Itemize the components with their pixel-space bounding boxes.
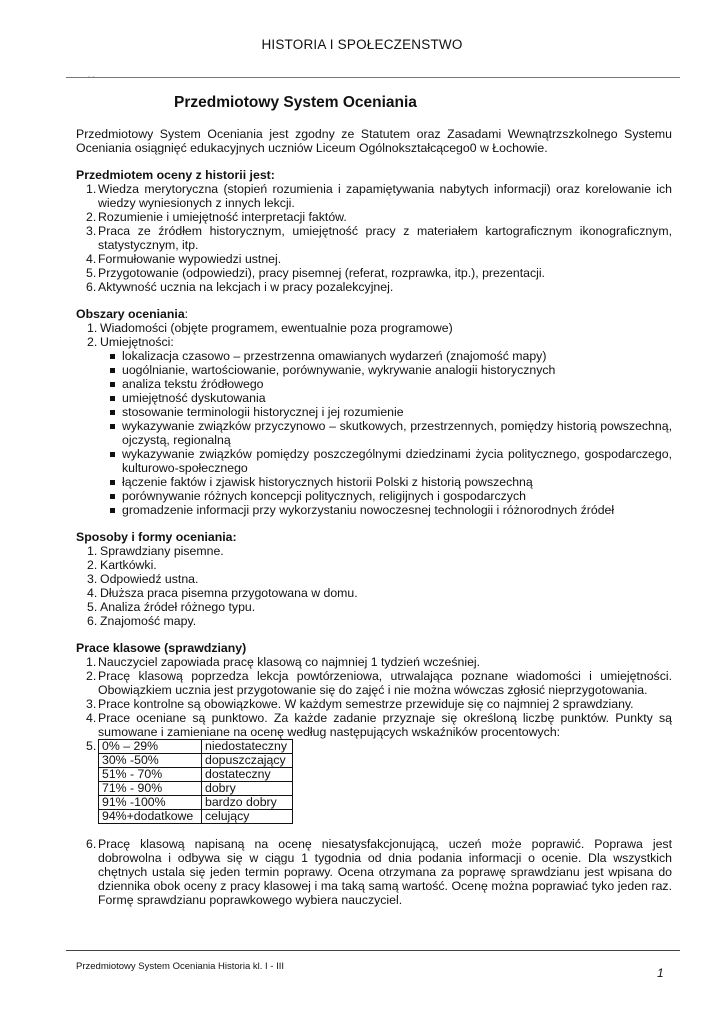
assessment-list: [76, 182, 672, 294]
list-item: 2. Rozumienie i umiejętność interpretacji faktów.: [86, 210, 347, 224]
list-item: 6. Pracę klasową napisaną na ocenę niesatysfakcjonującą, uczeń może poprawić. Poprawa jest dobrowolna i odbywa się w ciągu 1 tygodnia od dnia podania informacji o ocenie. Dla wszystkich chętnych ustala się jeden termin poprawy. Ocena otrzymana za poprawę sprawdzianu jest wpisana do dziennika obok oceny z pracy klasowej i ma taką samą wartość. Ocenę można poprawiać tyko jeden raz. Formę sprawdzianu poprawkowego wybiera nauczyciel.: [86, 837, 672, 907]
list-item: 3. Odpowiedź ustna.: [87, 572, 199, 586]
list-item: 2. Pracę klasową poprzedza lekcja powtórzeniowa, utrwalająca poznane wiadomości i umiejętności. Obowiązkiem ucznia jest przygotowanie się do zajęć i nie można wówczas zgłosić nieprzygotowania.: [86, 669, 672, 697]
skills-list: [76, 349, 672, 517]
list-item: 3. Praca ze źródłem historycznym, umiejętność pracy z materiałem kartograficznym ikonograficznym, statystycznym, itp.: [86, 224, 672, 252]
table-row: 91% -100% bardzo dobry: [99, 796, 293, 810]
list-item: 6. Aktywność ucznia na lekcjach i w pracy pozalekcyjnej.: [86, 280, 394, 294]
bullet-item: porównywanie różnych koncepcji politycznych, religijnych i gospodarczych: [76, 489, 672, 503]
footer-text: Przedmiotowy System Oceniania Historia kl. I - III: [76, 961, 285, 972]
table-row: 94%+dodatkowe celujący: [99, 810, 293, 824]
list-item: 1. Sprawdziany pisemne.: [87, 544, 224, 558]
methods-heading: Sposoby i formy oceniania:: [76, 530, 237, 544]
document-title: Przedmiotowy System Oceniania: [174, 94, 417, 111]
bullet-item: wykazywanie związków pomiędzy poszczególnymi dziedzinami życia politycznego, gospodarczego, kulturowo-społecznego: [76, 447, 672, 475]
areas-list: [76, 321, 672, 517]
bullet-item: lokalizacja czasowo – przestrzenna omawianych wydarzeń (znajomość mapy): [76, 349, 672, 363]
bullet-item: uogólnianie, wartościowanie, porównywanie, wykrywanie analogii historycznych: [76, 363, 672, 377]
footer-divider: [66, 950, 680, 951]
tests-list: 1. Nauczyciel zapowiada pracę klasową co najmniej 1 tydzień wcześniej. 2. Pracę klasową poprzedza lekcja powtórzeniowa, utrwalająca poznane wiadomości i umiejętności. Obowiązkiem ucznia jest przygotowanie się do zajęć i nie można wówczas zgłosić nieprzygotowania. 3. Prace kontrolne są obowiązkowe. W każdym semestrze przewiduje się co najmniej 2 sprawdziany. 4. Prace oceniane są punktowo. Za każde zadanie przyznaje się określoną liczbę punktów. Punkty są sumowane i zamieniane na ocenę według następujących wskaźników procentowych: 5.: [76, 655, 672, 739]
table-row: 71% - 90% dobry: [99, 782, 293, 796]
list-item: 5. Analiza źródeł różnego typu.: [87, 600, 256, 614]
running-header: HISTORIA I SPOŁECZENSTWO: [261, 37, 463, 52]
list-item: 2. Umiejętności: lokalizacja czasowo – przestrzenna omawianych wydarzeń (znajomość mapy) uogólnianie, wartościowanie, porównywanie, wykrywanie analogii historycznych analiza tekstu źródłowego umiejętność dyskutowania stosowanie terminologii historycznej i jej rozumienie wykazywanie związków przyczynowo – skutkowych, przestrzennych, pomiędzy historią powszechną, ojczystą, regionalną wykazywanie związków pomiędzy poszczególnymi dziedzinami życia politycznego, gospodarczego, kulturowo-społecznego łączenie faktów i zjawisk historycznych historii Polski z historią powszechną porównywanie różnych koncepcji politycznych, religijnych i gospodarczych gromadzenie informacji przy wykorzystaniu nowoczesnej technologii i różnorodnych źródeł: [76, 335, 672, 517]
intro-paragraph: Przedmiotowy System Oceniania jest zgodny ze Statutem oraz Zasadami Wewnątrzszkolnego Systemu Oceniania osiągnięć edukacyjnych uczniów Liceum Ogólnokształcącego0 w Łochowie.: [76, 127, 672, 155]
page-number: 1: [657, 966, 664, 980]
bullet-item: stosowanie terminologii historycznej i jej rozumienie: [76, 405, 672, 419]
bullet-item: gromadzenie informacji przy wykorzystaniu nowoczesnej technologii i różnorodnych źródeł: [76, 503, 672, 517]
grade-scale-table: [98, 739, 293, 824]
bullet-item: analiza tekstu źródłowego: [76, 377, 672, 391]
list-item: 4. Dłuższa praca pisemna przygotowana w domu.: [87, 586, 358, 600]
bullet-item: wykazywanie związków przyczynowo – skutkowych, przestrzennych, pomiędzy historią powszechną, ojczystą, regionalną: [76, 419, 672, 447]
list-item: 6. Znajomość mapy.: [87, 614, 197, 628]
list-item: 1. Nauczyciel zapowiada pracę klasową co najmniej 1 tydzień wcześniej.: [86, 655, 481, 669]
bullet-item: umiejętność dyskutowania: [76, 391, 672, 405]
list-item: 3. Prace kontrolne są obowiązkowe. W każdym semestrze przewiduje się co najmniej 2 sprawdziany.: [86, 697, 634, 711]
tests-list-continued: [76, 837, 672, 907]
tests-heading: Prace klasowe (sprawdziany): [76, 641, 247, 655]
list-item: 1. Wiedza merytoryczna (stopień rozumienia i zapamiętywania nabytych informacji) oraz korelowanie ich wiedzy wyniesionych z innych lekcji.: [86, 182, 672, 210]
table-row: 30% -50% dopuszczający: [99, 754, 293, 768]
table-row: 0% – 29% niedostateczny: [99, 740, 293, 754]
list-item: 2. Kartkówki.: [87, 558, 157, 572]
methods-list: [76, 544, 672, 628]
table-row: 51% - 70% dostateczny: [99, 768, 293, 782]
header-divider: [66, 77, 680, 78]
bullet-item: łączenie faktów i zjawisk historycznych historii Polski z historią powszechną: [76, 475, 672, 489]
list-item: 4. Prace oceniane są punktowo. Za każde zadanie przyznaje się określoną liczbę punktów. Punkty są sumowane i zamieniane na ocenę według następujących wskaźników procentowych:: [86, 711, 672, 739]
list-item: 5. Przygotowanie (odpowiedzi), pracy pisemnej (referat, rozprawka, itp.), prezentacji.: [86, 266, 545, 280]
header-mark: [88, 71, 95, 85]
list-item: 1. Wiadomości (objęte programem, ewentualnie poza programowe): [87, 321, 453, 335]
list-item: 4. Formułowanie wypowiedzi ustnej.: [86, 252, 282, 266]
assessment-heading: Przedmiotem oceny z historii jest:: [76, 168, 275, 182]
document-body: [76, 94, 672, 920]
areas-heading: Obszary oceniania:: [76, 307, 189, 321]
